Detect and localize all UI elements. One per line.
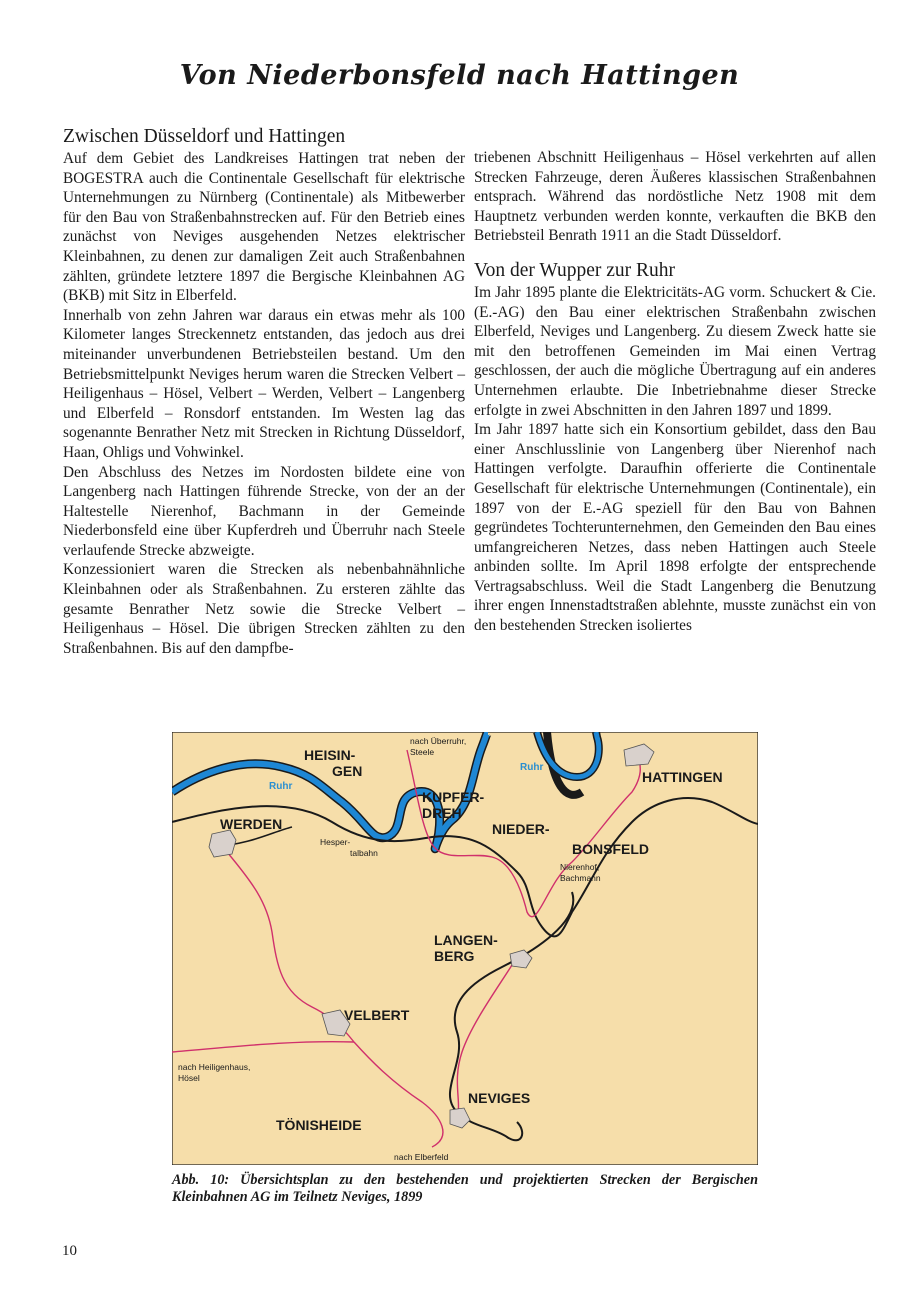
paragraph: Konzessioniert waren die Strecken als nebenbahnähnliche Kleinbahnen oder als Straßenbahnen. Zu ersteren zählte das gesamte Benrather Netz sowie die Strecke Velbert – Heiligenhaus – Hösel. Die übrigen Strecken zählten zu den Straßenbahnen. Bis auf den dampfbe- [63, 561, 465, 657]
place-label-kupferdreh: KUPFER- [422, 789, 485, 805]
label-ueberruhr: Steele [410, 747, 435, 757]
place-label-heisingen: GEN [332, 763, 363, 779]
page-title: Von Niederbonsfeld nach Hattingen [179, 60, 740, 91]
place-label-heisingen: HEISIN- [304, 747, 356, 763]
place-label-niederbonsfeld: NIEDER- [492, 821, 550, 837]
figure-caption: Abb. 10: Übersichtsplan zu den bestehenden und projektierten Strecken der Bergischen Kleinbahnen AG im Teilnetz Neviges, 1899 [172, 1172, 758, 1205]
section-heading-wupper-ruhr: Von der Wupper zur Ruhr [474, 259, 676, 281]
place-label-kupferdreh: DREH [422, 805, 462, 821]
place-label-langenberg: LANGEN- [434, 932, 498, 948]
label-nierenhof: Bachmann [560, 873, 601, 883]
river-label: Ruhr [520, 762, 544, 773]
paragraph: triebenen Abschnitt Heiligenhaus – Hösel verkehrten auf allen Strecken Fahrzeuge, deren Äußeres klassischen Straßenbahnen entsprach. Während das nordöstliche Netz 1908 mit dem Hauptnetz verbunden werden konnte, verkauften die BKB den Betriebsteil Benrath 1911 an die Stadt Düsseldorf. [474, 149, 876, 245]
paragraph: Im Jahr 1895 plante die Elektricitäts-AG vorm. Schuckert & Cie. (E.-AG) den Bau einer elektrischen Straßenbahn zwischen Elberfeld, Neviges und Langenberg. Zu diesem Zweck hatte sie mit den betroffenen Gemeinden im Mai einen Vertrag geschlossen, der auch die mögliche Übertragung auf ein anderes Unternehmen erlaubte. Die Inbetriebnahme dieser Strecke erfolgte in zwei Abschnitten in den Jahren 1897 und 1899. [474, 283, 876, 419]
right-column [474, 148, 876, 636]
place-label-langenberg: BERG [434, 948, 475, 964]
place-label-hattingen: HATTINGEN [642, 769, 723, 785]
river-label: Ruhr [269, 781, 293, 792]
paragraph: Den Abschluss des Netzes im Nordosten bildete eine von Langenberg nach Hattingen führende Strecke, von der an der Haltestelle Nierenhof, Bachmann in der Gemeinde Niederbonsfeld eine über Kupferdreh und Überruhr nach Steele verlaufende Strecke abzweigte. [63, 463, 465, 559]
left-column [63, 126, 465, 658]
label-elberfeld: nach Elberfeld [394, 1152, 449, 1162]
label-heiligenhaus: nach Heiligenhaus, [178, 1062, 251, 1072]
place-label-werden: WERDEN [220, 816, 283, 832]
page-number: 10 [62, 1243, 77, 1259]
paragraph: Innerhalb von zehn Jahren war daraus ein etwas mehr als 100 Kilometer langes Streckennetz entstanden, das jedoch aus drei miteinander unverbundenen Betriebsteilen bestand. Um den Betriebsmittelpunkt Neviges herum waren die Strecken Velbert – Heiligenhaus – Hösel, Velbert – Werden, Velbert – Langenberg und Elberfeld – Ronsdorf entstanden. Im Westen lag das sogenannte Benrather Netz mit Strecken in Richtung Düsseldorf, Haan, Ohligs und Vohwinkel. [63, 306, 465, 461]
section-heading-duesseldorf-hattingen: Zwischen Düsseldorf und Hattingen [63, 126, 346, 147]
label-heiligenhaus: Hösel [178, 1073, 200, 1083]
place-label-neviges: NEVIGES [468, 1090, 531, 1106]
town-werden [209, 830, 236, 857]
label-hespertalbahn: Hesper- [320, 837, 351, 847]
place-label-velbert: VELBERT [344, 1007, 410, 1023]
route-map [172, 732, 758, 1165]
label-hespertalbahn: talbahn [350, 848, 378, 858]
paragraph: Auf dem Gebiet des Landkreises Hattingen trat neben der BOGESTRA auch die Continentale Gesellschaft für elektrische Unternehmungen zu Nürnberg (Continentale) als Mitbewerber für den Bau von Straßenbahnstrecken auf. Für den Betrieb eines zunächst von Neviges ausgehenden Netzes elektrischer Kleinbahnen, zu denen zur damaligen Zeit auch Straßenbahnen zählten, gründete letztere 1897 die Bergische Kleinbahnen AG (BKB) mit Sitz in Elberfeld. [63, 150, 465, 305]
place-label-niederbonsfeld: BONSFELD [572, 841, 649, 857]
paragraph: Im Jahr 1897 hatte sich ein Konsortium gebildet, dass den Bau einer Anschlusslinie von Langenberg über Nierenhof nach Hattingen verfolgte. Daraufhin offerierte die Continentale Gesellschaft für elektrische Unternehmungen (Continentale), ein 1897 von der E.-AG speziell für den Bau von Bahnen gegründetes Tochterunternehmen, den Gemeinden den Bau eines umfangreicheren Netzes, dass neben Hattingen auch Steele anbinden sollte. Im April 1898 erfolgte der entsprechende Vertragsabschluss. Weil die Stadt Langenberg die Benutzung ihrer engen Innenstadtstraßen ablehnte, musste zunächst ein von den bestehenden Strecken isoliertes [474, 421, 876, 635]
label-ueberruhr: nach Überruhr, [410, 736, 467, 746]
label-nierenhof: Nierenhof, [560, 862, 600, 872]
place-label-toenisheide: TÖNISHEIDE [276, 1117, 362, 1133]
